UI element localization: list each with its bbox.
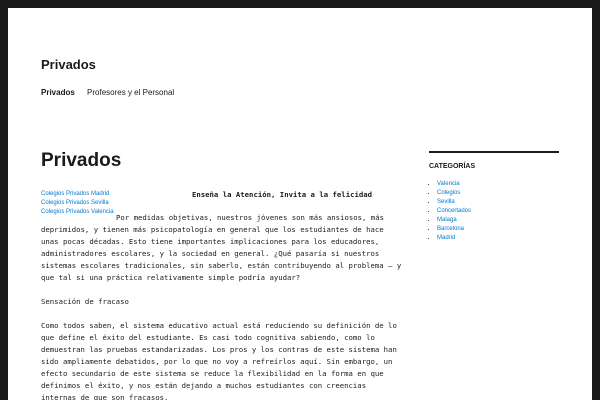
nav-item-profesores[interactable]: Profesores y el Personal [87, 88, 175, 97]
category-item [437, 189, 559, 198]
category-link-barcelona[interactable]: Barcelona [437, 226, 465, 232]
link-colegios-madrid[interactable]: Colegios Privados Madrid [41, 191, 110, 197]
article-subheading: Sensación de fracaso [41, 297, 129, 306]
category-link-concertados[interactable]: Concertados [437, 208, 472, 214]
category-link-valencia[interactable]: Valencia [437, 181, 460, 187]
article-paragraph: Como todos saben, el sistema educativo actual está reduciendo su definición de lo que define el éxito del estudiante. Es casi todo cognitiva sabiendo, como lo demuestran las pruebas estandarizadas. Los pros y los contras de este sistema han sido ampliamente debatidos, por lo que no voy a refreírlos aquí. Sin embargo, un efecto secundario de este sistema se reduce la flexibilidad en la forma en que definimos el éxito, y nos están dejando a muchos estudiantes con creencias internas de que son fracasos. [41, 321, 397, 400]
category-item [437, 207, 559, 216]
category-link-sevilla[interactable]: Sevilla [437, 199, 455, 205]
site-title[interactable]: Privados [41, 57, 96, 72]
page-title: Privados [41, 150, 122, 171]
article-content [41, 189, 403, 400]
article-paragraph: Por medidas objetivas, nuestros jóvenes son más ansiosos, más deprimidos, y tienen más psicopatología en general que los estudiantes de hace unas pocas décadas. Esto tiene importantes implicaciones para los educadores, administradores escolares, y la sociedad en general. ¿Qué pasaría si nuestros sistemas escolares tradicionales, sin saberlo, están contribuyendo al problema — y que tal si una práctica relativamente simple podría ayudar? [41, 213, 402, 282]
category-item [437, 234, 559, 243]
page [8, 8, 592, 400]
category-item [437, 225, 559, 234]
main-navigation [41, 88, 184, 98]
nav-item-privados[interactable]: Privados [41, 88, 75, 97]
category-item [437, 198, 559, 207]
category-link-colegios[interactable]: Colegios [437, 190, 461, 196]
article-heading: Enseña la Atención, Invita a la felicidad [191, 190, 373, 199]
category-link-malaga[interactable]: Malaga [437, 217, 457, 223]
link-colegios-valencia[interactable]: Colegios Privados Valencia [41, 209, 114, 215]
categories-widget [429, 151, 559, 243]
link-colegios-sevilla[interactable]: Colegios Privados Sevilla [41, 200, 109, 206]
category-list [429, 180, 559, 243]
category-link-madrid[interactable]: Madrid [437, 235, 456, 241]
widget-title: CATEGORÍAS [429, 163, 476, 170]
category-item [437, 180, 559, 189]
category-item [437, 216, 559, 225]
